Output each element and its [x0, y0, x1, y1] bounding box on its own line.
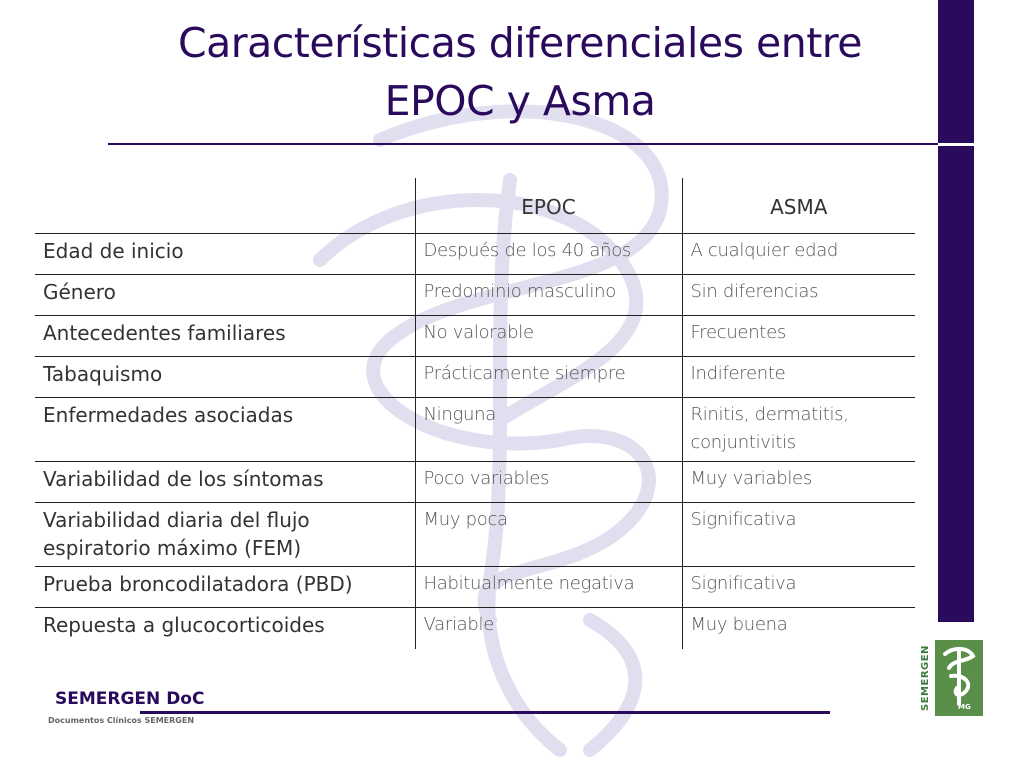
asma-value: Significativa — [682, 503, 915, 567]
footer-subtitle: Documentos Clínicos SEMERGEN — [48, 716, 195, 725]
epoc-value: Muy poca — [415, 503, 682, 567]
table-row — [35, 462, 915, 503]
asma-value: A cualquier edad — [682, 234, 915, 275]
table-row — [35, 503, 915, 567]
row-label: Repuesta a glucocorticoides — [43, 613, 325, 637]
table-row — [35, 275, 915, 316]
epoc-value: Ninguna — [415, 398, 682, 462]
epoc-value: Después de los 40 años — [415, 234, 682, 275]
header-asma: ASMA — [682, 178, 915, 234]
epoc-value: Predominio masculino — [415, 275, 682, 316]
side-bar-divider — [938, 143, 974, 146]
row-label: Antecedentes familiares — [35, 316, 415, 357]
row-label-line2: espiratorio máximo (FEM) — [43, 536, 302, 560]
epoc-value: Prácticamente siempre — [415, 357, 682, 398]
header-epoc: EPOC — [415, 178, 682, 234]
asma-value-line1: Rinitis, dermatitis, — [690, 404, 849, 425]
epoc-value: Poco variables — [415, 462, 682, 503]
row-label — [35, 503, 415, 567]
row-label: Enfermedades asociadas — [35, 398, 415, 462]
asma-value: Significativa — [682, 567, 915, 608]
row-label-line1: Variabilidad diaria del flujo — [43, 508, 310, 532]
table-row — [35, 567, 915, 608]
comparison-table — [35, 178, 915, 649]
table-header-row — [35, 178, 915, 234]
header-blank-cell — [35, 178, 415, 234]
asma-value: Muy variables — [682, 462, 915, 503]
row-label: Tabaquismo — [35, 357, 415, 398]
row-label: Variabilidad de los síntomas — [35, 462, 415, 503]
row-label: Prueba broncodilatadora (PBD) — [35, 567, 415, 608]
epoc-value: No valorable — [415, 316, 682, 357]
logo-vertical-text: SEMERGEN — [920, 645, 931, 711]
asma-value-line2: conjuntivitis — [690, 432, 796, 453]
table-row — [35, 608, 915, 649]
title-divider — [108, 143, 938, 145]
asma-value: Muy buena — [682, 608, 915, 649]
footer-divider — [140, 711, 830, 714]
asma-value: Frecuentes — [682, 316, 915, 357]
slide-title-line1: Características diferenciales entre — [178, 19, 862, 67]
table-row — [35, 357, 915, 398]
epoc-value: Variable — [415, 608, 682, 649]
slide-title — [110, 14, 930, 130]
table-row — [35, 398, 915, 462]
asma-value: Indiferente — [682, 357, 915, 398]
row-label: Edad de inicio — [35, 234, 415, 275]
footer-brand: SEMERGEN DoC — [55, 689, 205, 709]
table-row — [35, 234, 915, 275]
table-row — [35, 316, 915, 357]
slide-title-line2: EPOC y Asma — [384, 77, 656, 125]
side-accent-bar — [938, 0, 974, 622]
row-label: Género — [35, 275, 415, 316]
asma-value: Sin diferencias — [682, 275, 915, 316]
asma-value — [682, 398, 915, 462]
logo-corner-text: MG — [958, 703, 971, 711]
epoc-value: Habitualmente negativa — [415, 567, 682, 608]
